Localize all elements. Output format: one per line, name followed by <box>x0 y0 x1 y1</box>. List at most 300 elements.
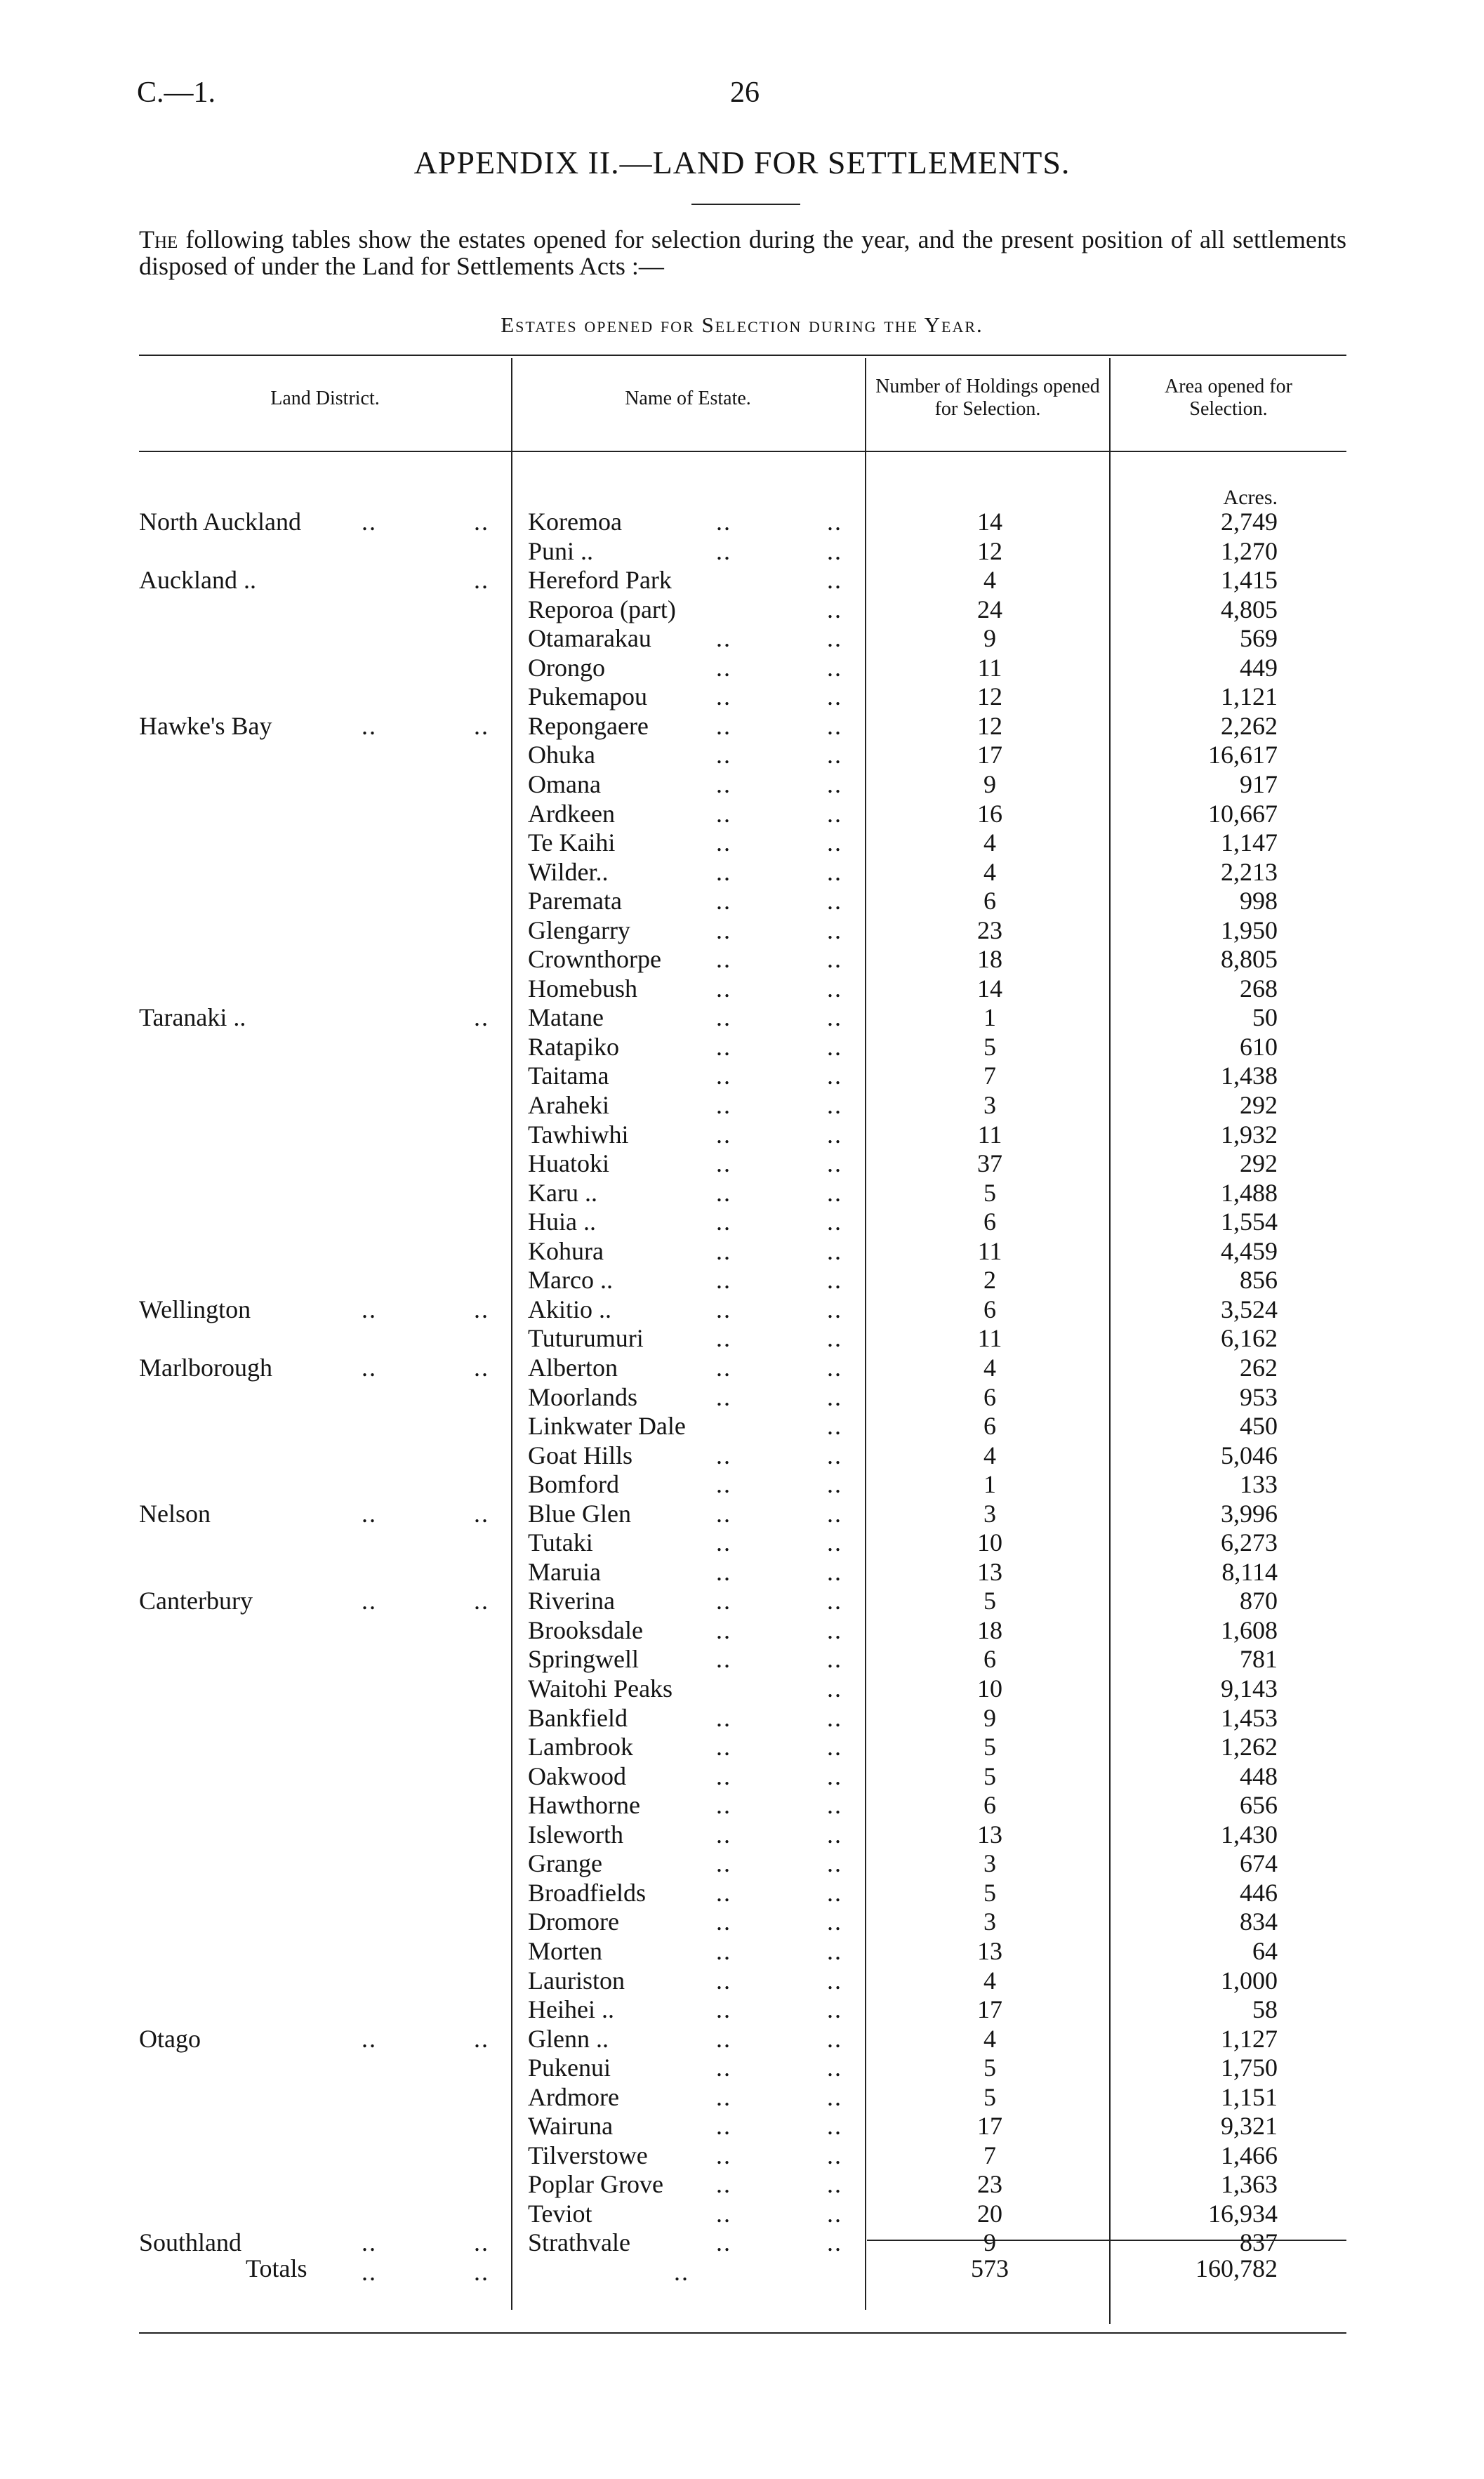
leader-dots: .. <box>716 945 731 974</box>
estate-name-cell: Repongaere <box>528 711 649 740</box>
leader-dots: .. <box>827 1324 842 1353</box>
holdings-cell: 4 <box>983 1966 996 1995</box>
holdings-cell: 4 <box>983 566 996 595</box>
holdings-cell: 5 <box>983 1178 996 1207</box>
table-row <box>0 740 1484 769</box>
estate-name-cell: Reporoa (part) <box>528 595 676 623</box>
holdings-cell: 11 <box>977 1324 1002 1353</box>
estate-name-cell: Ratapiko <box>528 1032 619 1061</box>
leader-dots: .. <box>827 682 842 711</box>
area-cell: 1,262 <box>1221 1733 1278 1761</box>
leader-dots: .. <box>716 1120 731 1149</box>
table-row <box>0 1557 1484 1586</box>
header-holdings: Number of Holdings opened for Selection. <box>875 376 1100 420</box>
leader-dots: .. <box>827 1791 842 1820</box>
estate-name-cell: Springwell <box>528 1645 639 1674</box>
leader-dots: .. <box>827 2199 842 2228</box>
leader-dots: .. <box>716 1062 731 1090</box>
leader-dots: .. <box>827 945 842 974</box>
header-area: Area opened for Selection. <box>1165 376 1292 420</box>
leader-dots: .. <box>827 1178 842 1207</box>
area-cell: 450 <box>1240 1412 1278 1441</box>
holdings-cell: 17 <box>977 1995 1002 2024</box>
table-row <box>0 1265 1484 1294</box>
leader-dots: .. <box>716 1499 731 1528</box>
estate-name-cell: Huatoki <box>528 1149 609 1178</box>
holdings-cell: 23 <box>977 2170 1002 2199</box>
holdings-cell: 11 <box>977 1236 1002 1265</box>
leader-dots: .. <box>716 857 731 886</box>
area-cell: 1,147 <box>1221 828 1278 857</box>
area-cell: 1,415 <box>1221 566 1278 595</box>
table-row <box>0 623 1484 652</box>
table-row <box>0 1761 1484 1790</box>
holdings-cell: 24 <box>977 595 1002 623</box>
leader-dots: .. <box>362 2228 377 2257</box>
table-top-rule <box>139 355 1346 356</box>
holdings-cell: 18 <box>977 1615 1002 1644</box>
table-row <box>0 1236 1484 1265</box>
intro-lead-word: The <box>139 225 178 253</box>
table-row <box>0 944 1484 973</box>
estate-name-cell: Otamarakau <box>528 624 651 653</box>
leader-dots: .. <box>716 915 731 944</box>
estate-name-cell: Teviot <box>528 2199 592 2228</box>
area-cell: 64 <box>1252 1936 1278 1965</box>
land-district-cell: Auckland .. <box>139 566 256 595</box>
leader-dots: .. <box>362 1295 377 1323</box>
totals-label: Totals <box>246 2254 307 2282</box>
table-row <box>0 1499 1484 1528</box>
holdings-cell: 2 <box>983 1266 996 1295</box>
area-cell: 569 <box>1240 624 1278 653</box>
leader-dots: .. <box>716 1966 731 1995</box>
leader-dots: .. <box>827 1266 842 1295</box>
leader-dots: .. <box>827 2082 842 2111</box>
leader-dots: .. <box>827 974 842 1003</box>
leader-dots: .. <box>716 1761 731 1790</box>
holdings-cell: 17 <box>977 741 1002 769</box>
leader-dots: .. <box>474 508 489 536</box>
leader-dots: .. <box>827 1120 842 1149</box>
table-row <box>0 2082 1484 2111</box>
leader-dots: .. <box>716 1236 731 1265</box>
leader-dots: .. <box>716 741 731 769</box>
holdings-cell: 11 <box>977 1120 1002 1149</box>
leader-dots: .. <box>716 1032 731 1061</box>
leader-dots: .. <box>827 536 842 565</box>
estate-name-cell: Hereford Park <box>528 566 672 595</box>
area-cell: 953 <box>1240 1382 1278 1411</box>
leader-dots: .. <box>716 1324 731 1353</box>
estate-name-cell: Omana <box>528 769 601 798</box>
holdings-cell: 12 <box>977 682 1002 711</box>
leader-dots: .. <box>827 2112 842 2141</box>
area-cell: 1,000 <box>1221 1966 1278 1995</box>
title-divider <box>691 204 800 205</box>
table-row <box>0 1703 1484 1732</box>
area-cell: 446 <box>1240 1878 1278 1907</box>
holdings-cell: 9 <box>983 1703 996 1732</box>
area-cell: 1,151 <box>1221 2082 1278 2111</box>
holdings-cell: 6 <box>983 1645 996 1674</box>
intro-paragraph <box>139 226 1346 279</box>
holdings-cell: 16 <box>977 799 1002 828</box>
leader-dots: .. <box>716 1703 731 1732</box>
holdings-cell: 6 <box>983 1208 996 1236</box>
table-row <box>0 682 1484 710</box>
totals-leader-dots: .. <box>474 2258 489 2286</box>
leader-dots: .. <box>827 508 842 536</box>
table-row <box>0 1295 1484 1323</box>
holdings-cell: 13 <box>977 1936 1002 1965</box>
table-row <box>0 886 1484 915</box>
table-row <box>0 1907 1484 1936</box>
area-cell: 674 <box>1240 1849 1278 1878</box>
leader-dots: .. <box>827 1908 842 1936</box>
leader-dots: .. <box>716 2112 731 2141</box>
leader-dots: .. <box>827 1557 842 1586</box>
table-row <box>0 1382 1484 1411</box>
estate-name-cell: Maruia <box>528 1557 601 1586</box>
leader-dots: .. <box>716 1849 731 1878</box>
estate-name-cell: Waitohi Peaks <box>528 1674 673 1703</box>
leader-dots: .. <box>716 624 731 653</box>
estate-name-cell: Poplar Grove <box>528 2170 663 2199</box>
area-cell: 449 <box>1240 653 1278 682</box>
holdings-cell: 14 <box>977 508 1002 536</box>
estate-name-cell: Broadfields <box>528 1878 646 1907</box>
area-cell: 1,453 <box>1221 1703 1278 1732</box>
holdings-cell: 9 <box>983 624 996 653</box>
area-cell: 9,143 <box>1221 1674 1278 1703</box>
leader-dots: .. <box>827 2228 842 2257</box>
estate-name-cell: Grange <box>528 1849 602 1878</box>
leader-dots: .. <box>716 1791 731 1820</box>
table-row <box>0 857 1484 886</box>
estate-name-cell: Ardkeen <box>528 799 615 828</box>
estate-name-cell: Alberton <box>528 1353 618 1382</box>
estate-name-cell: Kohura <box>528 1236 604 1265</box>
area-cell: 2,262 <box>1221 711 1278 740</box>
area-cell: 2,749 <box>1221 508 1278 536</box>
area-cell: 856 <box>1240 1266 1278 1295</box>
leader-dots: .. <box>716 1208 731 1236</box>
leader-dots: .. <box>827 624 842 653</box>
page-title: APPENDIX II.—LAND FOR SETTLEMENTS. <box>413 145 1071 180</box>
leader-dots: .. <box>474 1353 489 1382</box>
table-row <box>0 2199 1484 2228</box>
area-cell: 781 <box>1240 1645 1278 1674</box>
holdings-cell: 7 <box>983 2141 996 2169</box>
leader-dots: .. <box>827 1295 842 1323</box>
table-row <box>0 1732 1484 1761</box>
leader-dots: .. <box>716 1003 731 1032</box>
holdings-cell: 4 <box>983 2024 996 2053</box>
leader-dots: .. <box>827 1236 842 1265</box>
leader-dots: .. <box>827 741 842 769</box>
table-row <box>0 1120 1484 1149</box>
holdings-cell: 3 <box>983 1091 996 1119</box>
area-cell: 6,162 <box>1221 1324 1278 1353</box>
table-caption: Estates opened for Selection during the Year. <box>501 312 983 337</box>
table-row <box>0 1061 1484 1090</box>
leader-dots: .. <box>716 1557 731 1586</box>
holdings-cell: 5 <box>983 2054 996 2082</box>
leader-dots: .. <box>827 1032 842 1061</box>
leader-dots: .. <box>716 1266 731 1295</box>
estate-name-cell: Riverina <box>528 1587 615 1615</box>
table-row <box>0 1820 1484 1849</box>
table-row <box>0 2169 1484 2198</box>
table-row <box>0 1528 1484 1556</box>
leader-dots: .. <box>827 1470 842 1499</box>
area-cell: 834 <box>1240 1908 1278 1936</box>
leader-dots: .. <box>362 711 377 740</box>
estate-name-cell: Isleworth <box>528 1820 623 1849</box>
table-row <box>0 1178 1484 1207</box>
land-district-cell: Wellington <box>139 1295 251 1323</box>
area-cell: 1,488 <box>1221 1178 1278 1207</box>
leader-dots: .. <box>827 1499 842 1528</box>
area-cell: 1,270 <box>1221 536 1278 565</box>
table-row <box>0 2228 1484 2256</box>
holdings-cell: 5 <box>983 1032 996 1061</box>
holdings-cell: 17 <box>977 2112 1002 2141</box>
leader-dots: .. <box>716 799 731 828</box>
leader-dots: .. <box>362 1587 377 1615</box>
table-row <box>0 1469 1484 1498</box>
area-cell: 1,127 <box>1221 2024 1278 2053</box>
table-row <box>0 769 1484 798</box>
leader-dots: .. <box>827 769 842 798</box>
page-number: 26 <box>730 77 760 109</box>
estate-name-cell: Bomford <box>528 1470 619 1499</box>
table-row <box>0 974 1484 1003</box>
table-row <box>0 1966 1484 1995</box>
table-row <box>0 1323 1484 1352</box>
holdings-cell: 9 <box>983 769 996 798</box>
table-row <box>0 1790 1484 1819</box>
table-row <box>0 2024 1484 2053</box>
leader-dots: .. <box>827 1820 842 1849</box>
leader-dots: .. <box>827 2054 842 2082</box>
estate-name-cell: Tutaki <box>528 1528 593 1557</box>
area-cell: 656 <box>1240 1791 1278 1820</box>
area-cell: 610 <box>1240 1032 1278 1061</box>
estate-name-cell: Marco .. <box>528 1266 613 1295</box>
area-cell: 16,934 <box>1208 2199 1278 2228</box>
holdings-cell: 5 <box>983 2082 996 2111</box>
area-cell: 1,608 <box>1221 1615 1278 1644</box>
leader-dots: .. <box>827 1149 842 1178</box>
leader-dots: .. <box>716 2141 731 2169</box>
land-district-cell: Canterbury <box>139 1587 253 1615</box>
area-cell: 8,114 <box>1221 1557 1278 1586</box>
land-district-cell: Taranaki .. <box>139 1003 246 1032</box>
leader-dots: .. <box>827 1995 842 2024</box>
area-cell: 4,805 <box>1221 595 1278 623</box>
leader-dots: .. <box>474 566 489 595</box>
leader-dots: .. <box>716 2228 731 2257</box>
estate-name-cell: Morten <box>528 1936 602 1965</box>
area-cell: 1,750 <box>1221 2054 1278 2082</box>
holdings-cell: 10 <box>977 1674 1002 1703</box>
leader-dots: .. <box>827 2141 842 2169</box>
totals-leader-dots: .. <box>362 2258 377 2286</box>
leader-dots: .. <box>827 1878 842 1907</box>
table-row <box>0 1615 1484 1644</box>
leader-dots: .. <box>474 711 489 740</box>
area-cell: 16,617 <box>1208 741 1278 769</box>
estate-name-cell: Bankfield <box>528 1703 628 1732</box>
holdings-cell: 6 <box>983 1791 996 1820</box>
leader-dots: .. <box>716 682 731 711</box>
area-cell: 1,438 <box>1221 1062 1278 1090</box>
table-row <box>0 1411 1484 1440</box>
leader-dots: .. <box>716 1995 731 2024</box>
leader-dots: .. <box>827 1674 842 1703</box>
leader-dots: .. <box>827 653 842 682</box>
intro-text: following tables show the estates opened for selection during the year, and the present position of all settlements disposed of under the Land for Settlements Acts :— <box>139 225 1346 280</box>
estate-name-cell: Wilder.. <box>528 857 609 886</box>
holdings-cell: 9 <box>983 2228 996 2257</box>
leader-dots: .. <box>716 1587 731 1615</box>
estate-name-cell: Pukenui <box>528 2054 611 2082</box>
leader-dots: .. <box>827 1441 842 1469</box>
leader-dots: .. <box>362 1499 377 1528</box>
area-cell: 1,466 <box>1221 2141 1278 2169</box>
leader-dots: .. <box>827 857 842 886</box>
estate-name-cell: Huia .. <box>528 1208 596 1236</box>
leader-dots: .. <box>827 2024 842 2053</box>
estate-name-cell: Glengarry <box>528 915 630 944</box>
area-cell: 292 <box>1240 1149 1278 1178</box>
leader-dots: .. <box>827 1353 842 1382</box>
leader-dots: .. <box>827 1528 842 1557</box>
leader-dots: .. <box>716 1353 731 1382</box>
leader-dots: .. <box>827 828 842 857</box>
holdings-cell: 3 <box>983 1499 996 1528</box>
leader-dots: .. <box>716 711 731 740</box>
holdings-cell: 4 <box>983 1441 996 1469</box>
table-bottom-rule <box>139 2332 1346 2334</box>
leader-dots: .. <box>827 711 842 740</box>
leader-dots: .. <box>716 828 731 857</box>
holdings-cell: 5 <box>983 1587 996 1615</box>
area-cell: 2,213 <box>1221 857 1278 886</box>
holdings-cell: 12 <box>977 711 1002 740</box>
holdings-cell: 6 <box>983 1412 996 1441</box>
area-cell: 9,321 <box>1221 2112 1278 2141</box>
leader-dots: .. <box>716 1878 731 1907</box>
leader-dots: .. <box>716 1295 731 1323</box>
holdings-cell: 7 <box>983 1062 996 1090</box>
land-district-cell: North Auckland <box>139 508 301 536</box>
area-cell: 870 <box>1240 1587 1278 1615</box>
estate-name-cell: Lambrook <box>528 1733 633 1761</box>
leader-dots: .. <box>716 508 731 536</box>
area-cell: 58 <box>1252 1995 1278 2024</box>
estate-name-cell: Oakwood <box>528 1761 626 1790</box>
leader-dots: .. <box>827 887 842 915</box>
area-cell: 3,996 <box>1221 1499 1278 1528</box>
table-row <box>0 1090 1484 1119</box>
holdings-cell: 13 <box>977 1820 1002 1849</box>
estate-name-cell: Ohuka <box>528 741 595 769</box>
holdings-cell: 37 <box>977 1149 1002 1178</box>
leader-dots: .. <box>827 2170 842 2199</box>
header-land-district: Land District. <box>270 388 380 409</box>
leader-dots: .. <box>474 1295 489 1323</box>
holdings-cell: 6 <box>983 1382 996 1411</box>
leader-dots: .. <box>716 769 731 798</box>
estate-name-cell: Tuturumuri <box>528 1324 644 1353</box>
estate-name-cell: Strathvale <box>528 2228 630 2257</box>
estate-name-cell: Pukemapou <box>528 682 647 711</box>
table-row <box>0 536 1484 565</box>
area-cell: 448 <box>1240 1761 1278 1790</box>
table-row <box>0 1849 1484 1877</box>
leader-dots: .. <box>827 1208 842 1236</box>
leader-dots: .. <box>474 2024 489 2053</box>
area-cell: 1,363 <box>1221 2170 1278 2199</box>
holdings-cell: 5 <box>983 1878 996 1907</box>
table-row <box>0 1878 1484 1907</box>
leader-dots: .. <box>716 2082 731 2111</box>
table-row <box>0 1207 1484 1236</box>
area-unit-label: Acres. <box>1223 486 1278 509</box>
leader-dots: .. <box>716 1441 731 1469</box>
area-cell: 1,950 <box>1221 915 1278 944</box>
estate-name-cell: Puni .. <box>528 536 594 565</box>
totals-estate-dots: .. <box>674 2258 689 2286</box>
header-estate-name: Name of Estate. <box>625 388 751 409</box>
estate-name-cell: Tilverstowe <box>528 2141 648 2169</box>
leader-dots: .. <box>474 1499 489 1528</box>
land-district-cell: Hawke's Bay <box>139 711 272 740</box>
table-row <box>0 2141 1484 2169</box>
estate-name-cell: Lauriston <box>528 1966 625 1995</box>
estate-name-cell: Parematа <box>528 887 622 915</box>
leader-dots: .. <box>827 1382 842 1411</box>
leader-dots: .. <box>716 1382 731 1411</box>
holdings-cell: 6 <box>983 887 996 915</box>
area-cell: 4,459 <box>1221 1236 1278 1265</box>
table-row <box>0 1003 1484 1031</box>
area-cell: 8,805 <box>1221 945 1278 974</box>
land-district-cell: Southland <box>139 2228 242 2257</box>
area-cell: 10,667 <box>1208 799 1278 828</box>
leader-dots: .. <box>827 1587 842 1615</box>
table-row <box>0 1353 1484 1382</box>
estate-name-cell: Matane <box>528 1003 604 1032</box>
holdings-cell: 4 <box>983 828 996 857</box>
leader-dots: .. <box>827 566 842 595</box>
leader-dots: .. <box>716 2054 731 2082</box>
leader-dots: .. <box>716 653 731 682</box>
holdings-cell: 14 <box>977 974 1002 1003</box>
leader-dots: .. <box>716 1178 731 1207</box>
holdings-cell: 5 <box>983 1733 996 1761</box>
leader-dots: .. <box>827 799 842 828</box>
holdings-cell: 12 <box>977 536 1002 565</box>
leader-dots: .. <box>716 1470 731 1499</box>
leader-dots: .. <box>716 536 731 565</box>
area-cell: 1,932 <box>1221 1120 1278 1149</box>
estate-name-cell: Wairuna <box>528 2112 614 2141</box>
leader-dots: .. <box>827 1062 842 1090</box>
